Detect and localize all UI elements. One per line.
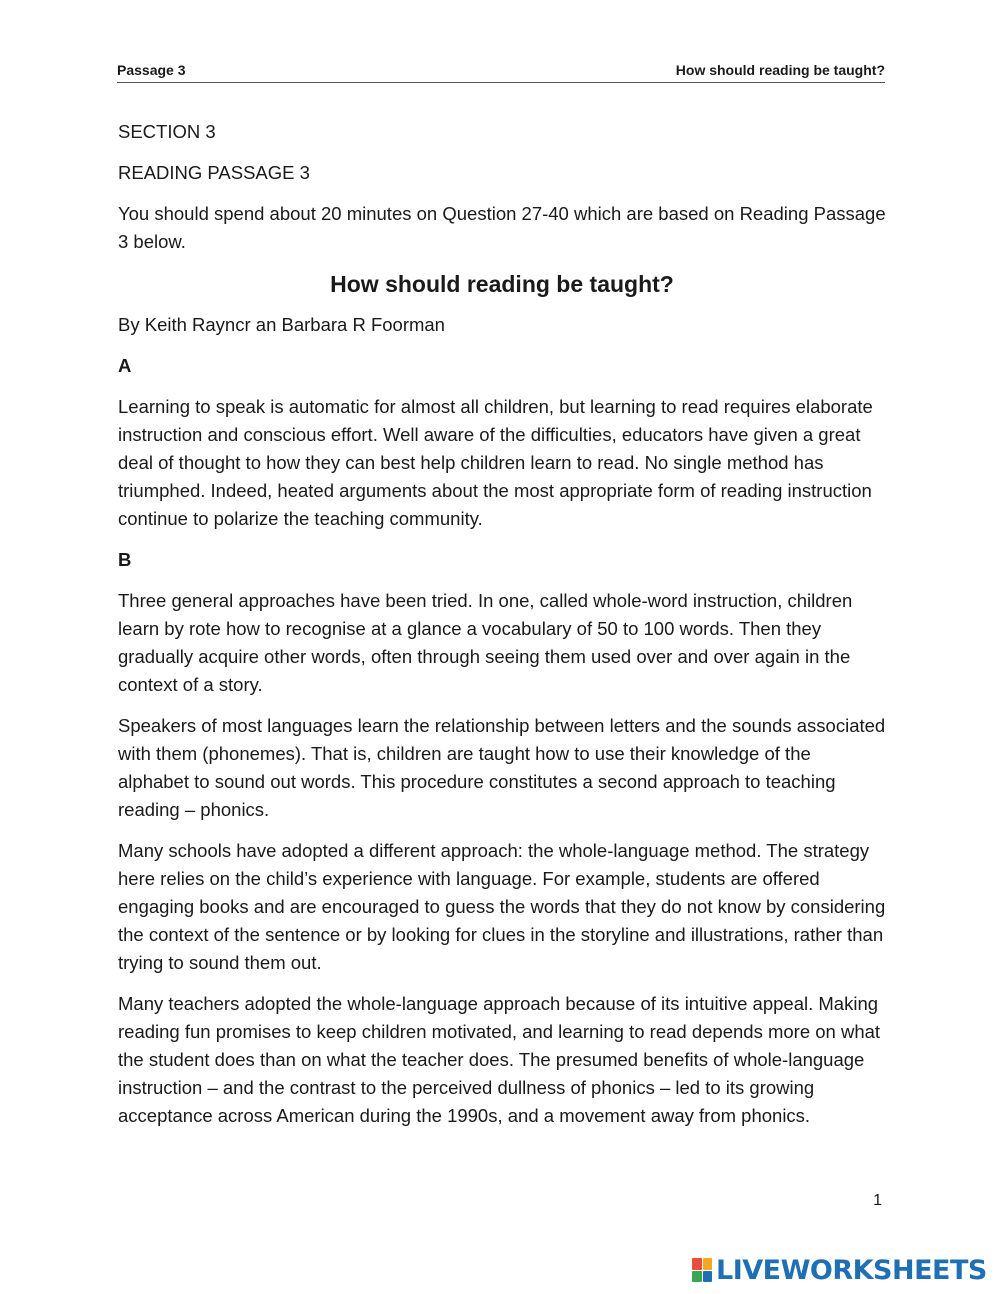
running-header	[117, 61, 885, 83]
paragraph-b-2: Speakers of most languages learn the relationship between letters and the sounds associated with them (phonemes). That is, children are taught how to use their knowledge of the alphabet to sound out words. This procedure constitutes a second approach to teaching reading – phonics.	[118, 715, 886, 820]
logo-text: LIVEWORKSHEETS	[716, 1254, 987, 1286]
header-passage-label: Passage 3	[117, 62, 186, 78]
section-letter-a: A	[118, 355, 132, 376]
byline: By Keith Rayncr an Barbara R Foorman	[118, 314, 445, 335]
paragraph-a-1: Learning to speak is automatic for almost all children, but learning to read requires elaborate instruction and conscious effort. Well aware of the difficulties, educators have given a great deal of thought to how they can best help children learn to read. No single method has triumphed. Indeed, heated arguments about the most appropriate form of reading instruction continue to polarize the teaching community.	[118, 396, 873, 529]
logo-icon-square-2	[703, 1258, 713, 1270]
logo-icon-square-3	[692, 1271, 702, 1283]
paragraph-b-4: Many teachers adopted the whole-language approach because of its intuitive appeal. Making reading fun promises to keep children motivated, and learning to read depends more on what the student does than on what the teacher does. The presumed benefits of whole-language instruction – and the contrast to the perceived dullness of phonics – led to its growing acceptance across American during the 1990s, and a movement away from phonics.	[118, 993, 881, 1126]
passage-label: READING PASSAGE 3	[118, 162, 310, 183]
logo-icon-square-1	[692, 1258, 702, 1270]
passage-title: How should reading be taught?	[330, 271, 674, 297]
liveworksheets-logo-icon	[692, 1258, 712, 1282]
section-letter-b: B	[118, 549, 132, 570]
paragraph-b-3: Many schools have adopted a different approach: the whole-language method. The strategy here relies on the child’s experience with language. For example, students are offered engaging books and are encouraged to guess the words that they do not know by considering the context of the sentence or by looking for clues in the storyline and illustrations, rather than trying to sound them out.	[118, 840, 886, 973]
header-title: How should reading be taught?	[675, 62, 885, 78]
liveworksheets-logo	[692, 1254, 987, 1286]
passage-content	[118, 118, 886, 1143]
logo-icon-square-4	[703, 1271, 713, 1283]
page-number: 1	[873, 1192, 882, 1209]
paragraph-b-1: Three general approaches have been tried. In one, called whole-word instruction, children learn by rote how to recognise at a glance a vocabulary of 50 to 100 words. Then they gradually acquire other words, often through seeing them used over and over again in the context of a story.	[118, 590, 853, 695]
section-label: SECTION 3	[118, 121, 216, 142]
instructions: You should spend about 20 minutes on Question 27-40 which are based on Reading Passage 3 below.	[118, 203, 886, 252]
